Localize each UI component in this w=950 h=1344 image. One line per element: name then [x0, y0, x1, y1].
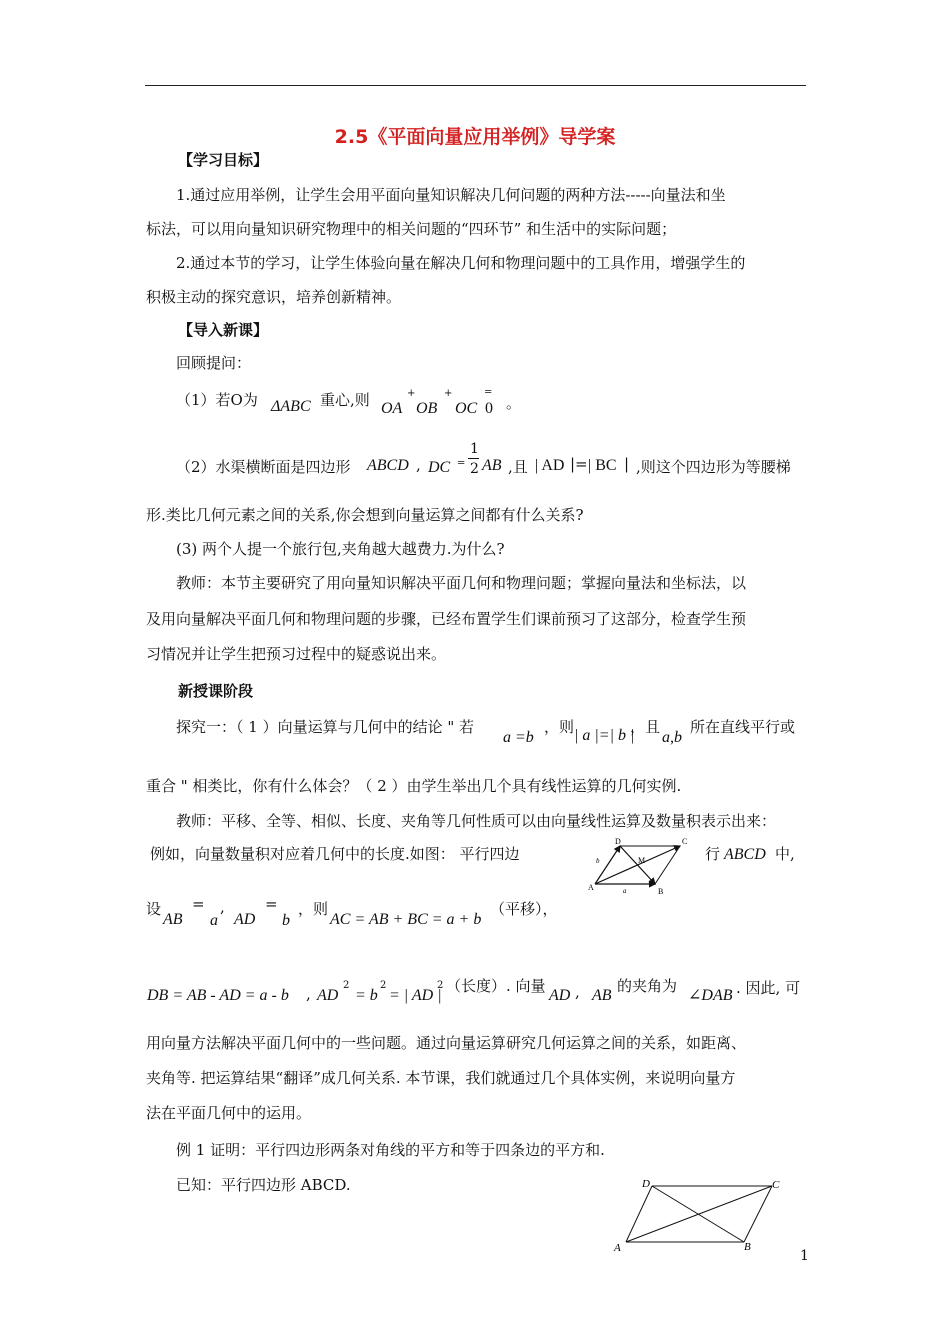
explore-then: ，则 — [544, 718, 575, 736]
example1-given: 已知：平行四边形 ABCD. — [176, 1176, 351, 1194]
fig-small-label-m: M — [638, 856, 646, 865]
sup-2-c: 2 — [437, 980, 444, 991]
q2-equals: = — [457, 458, 466, 469]
section-goals: 【学习目标】 — [178, 151, 269, 169]
set-eq-1: = — [192, 895, 205, 913]
large-parallelogram-figure — [612, 1174, 792, 1256]
q2-comma: , — [416, 456, 421, 474]
abs-ad-expression: = | AD | — [389, 987, 442, 1004]
q2-continued: 形.类比几何元素之间的关系,你会想到向量运算之间都有什么关系? — [146, 506, 584, 524]
goal-1a: 1.通过应用举例，让学生会用平面向量知识解决几何问题的两种方法-----向量法和坐 — [176, 186, 726, 204]
section-new-lesson: 新授课阶段 — [178, 682, 254, 700]
teaching-b-prefix: 例如，向量数量积对应着几何中的长度.如图： 平行四边 — [150, 845, 520, 863]
explore-a-eq-b: a =b — [503, 729, 534, 746]
q1-equals: = — [484, 387, 493, 398]
fig-small-vec-a: a — [623, 887, 627, 895]
fig-large-label-d: D — [642, 1178, 650, 1190]
q2-abs-ad: | AD — [535, 457, 565, 474]
translate-note: （平移）， — [490, 900, 558, 918]
small-parallelogram-figure — [585, 834, 695, 900]
q2-fraction-bar — [468, 458, 479, 459]
fig-large-label-a: A — [614, 1242, 621, 1254]
sup-2-a: 2 — [343, 980, 350, 991]
set-label: 设 — [146, 900, 162, 918]
diagonal-db — [620, 846, 655, 884]
explore-ab: a,b — [662, 729, 682, 746]
explore-abs: | a |=| b | — [574, 727, 635, 744]
teaching-a: 教师：平移、全等、相似、长度、夹角等几何性质可以由向量线性运算及数量积表示出来： — [176, 812, 777, 830]
teaching-d: 夹角等. 把运算结果“翻译”成几何关系. 本节课，我们就通过几个具体实例，来说明向量方 — [146, 1069, 736, 1087]
large-diagonal-db — [652, 1186, 744, 1242]
fig-large-label-b: B — [744, 1241, 751, 1253]
angle-comma: , — [575, 983, 580, 1001]
q1-ob: OB — [416, 400, 438, 417]
q1-oc: OC — [455, 400, 478, 417]
fig-small-label-b: B — [658, 887, 664, 896]
q2-and: ,且 — [508, 458, 528, 476]
angle-dab: ∠DAB — [688, 987, 733, 1004]
explore-prefix: 探究一：（ 1 ）向量运算与几何中的结论 " 若 — [176, 718, 475, 736]
teacher-c: 习情况并让学生把预习过程中的疑惑说出来。 — [146, 645, 447, 663]
teaching-abcd: ABCD — [724, 846, 766, 863]
set-eq-2: = — [265, 895, 278, 913]
explore-and: ，且 — [630, 718, 661, 736]
q2-dc: DC — [428, 459, 451, 476]
set-a: a — [210, 912, 218, 929]
teacher-a: 教师：本节主要研究了用向量知识解决平面几何和物理问题；掌握向量法和坐标法，以 — [176, 574, 747, 592]
q1-plus-2: + — [444, 388, 453, 399]
db-comma: , — [306, 985, 311, 1003]
angle-ad: AD — [549, 987, 571, 1004]
teaching-b-end: 中, — [775, 845, 795, 863]
q2-fraction-den: 2 — [470, 461, 479, 477]
goal-1b: 标法，可以用向量知识研究物理中的相关问题的“四环节” 和生活中的实际问题； — [146, 220, 677, 238]
angle-ab: AB — [592, 987, 612, 1004]
teaching-b-post: 行 — [705, 845, 721, 863]
length-note: （长度）. 向量 — [446, 977, 546, 995]
q1-oa: OA — [381, 400, 403, 417]
set-ad: AD — [234, 911, 256, 928]
q2-end: ,则这个四边形为等腰梯 — [636, 458, 791, 476]
set-b: b — [282, 912, 290, 929]
eq-b-squared: = b — [355, 987, 378, 1004]
teaching-e: 法在平面几何中的运用。 — [146, 1104, 312, 1122]
q1-end: 。 — [506, 394, 522, 412]
sup-2-b: 2 — [380, 980, 387, 991]
fig-small-label-a: A — [588, 883, 594, 892]
section-intro: 【导入新课】 — [178, 321, 269, 339]
q1-plus-1: + — [407, 388, 416, 399]
q1-middle: 重心,则 — [320, 391, 370, 409]
q2-abs-eq: |= — [570, 455, 588, 473]
q1-triangle: ΔABC — [271, 398, 311, 415]
therefore: . 因此, 可 — [736, 979, 801, 997]
fig-small-label-d: D — [615, 837, 621, 846]
set-comma: , — [220, 898, 225, 916]
q1-zero: 0 — [485, 400, 493, 417]
goal-2b: 积极主动的探究意识，培养创新精神。 — [146, 288, 402, 306]
q3: (3) 两个人提一个旅行包,夹角越大越费力.为什么? — [176, 540, 505, 558]
teacher-b: 及用向量解决平面几何和物理问题的步骤，已经布置学生们课前预习了这部分，检查学生预 — [146, 610, 747, 628]
example1-label: 例 1 证明：平行四边形两条对角线的平方和等于四条边的平方和. — [176, 1141, 605, 1159]
q2-fraction-num: 1 — [470, 441, 479, 457]
fig-small-label-c: C — [682, 837, 688, 846]
q2-prefix: （2）水渠横断面是四边形 — [176, 458, 351, 476]
fig-small-vec-b: b — [596, 857, 600, 865]
q1-prefix: （1）若O为 — [176, 391, 258, 409]
explore-continued: 重合 " 相类比，你有什么体会？（ 2 ）由学生举出几个具有线性运算的几何实例. — [146, 777, 682, 795]
ac-expression: AC = AB + BC = a + b — [330, 911, 482, 928]
page-title: 2.5《平面向量应用举例》导学案 — [334, 126, 616, 148]
q2-abcd: ABCD — [367, 457, 409, 474]
set-ab: AB — [163, 911, 183, 928]
review-label: 回顾提问： — [176, 354, 252, 372]
page-number: 1 — [800, 1248, 809, 1264]
explore-post: 所在直线平行或 — [690, 718, 796, 736]
large-side-bc — [744, 1186, 772, 1242]
goal-2a: 2.通过本节的学习，让学生体验向量在解决几何和物理问题中的工具作用，增强学生的 — [176, 254, 746, 272]
ad-squared: AD — [317, 987, 339, 1004]
q2-abs-bc: | BC — [588, 457, 617, 474]
q2-abs-bar: | — [624, 455, 630, 473]
teaching-c: 用向量方法解决平面几何中的一些问题。通过向量运算研究几何运算之间的关系，如距离、 — [146, 1034, 747, 1052]
header-rule — [145, 85, 806, 86]
q2-ab: AB — [482, 457, 502, 474]
fig-large-label-c: C — [772, 1179, 780, 1191]
set-then: ，则 — [298, 900, 329, 918]
angle-label: 的夹角为 — [617, 977, 678, 995]
db-expression: DB = AB - AD = a - b — [147, 987, 289, 1004]
